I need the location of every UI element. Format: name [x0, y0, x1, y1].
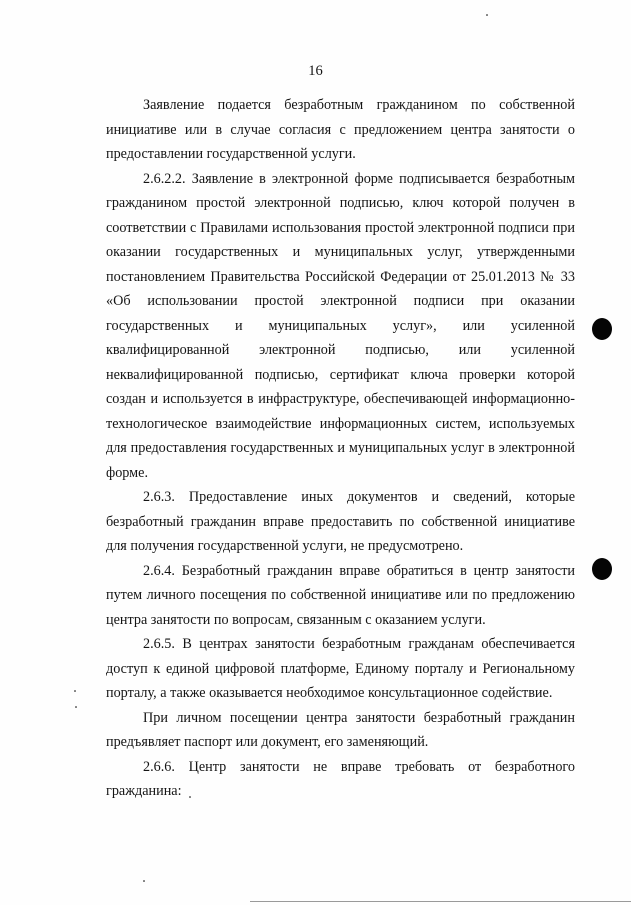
- punch-hole-mark-upper: [592, 318, 612, 340]
- scan-speck: [74, 690, 76, 692]
- paragraph-2-6-4: 2.6.4. Безработный гражданин вправе обратиться в центр занятости путем личного посещения по собственной инициативе или по предложению центра занятости по вопросам, связанным с оказанием услуги.: [106, 562, 575, 628]
- paragraph-application-submission: Заявление подается безработным гражданином по собственной инициативе или в случае согласия с предложением центра занятости о предоставлении государственной услуги.: [106, 97, 575, 162]
- paragraph-personal-visit: При личном посещении центра занятости безработный гражданин предъявляет паспорт или документ, его заменяющий.: [106, 709, 575, 750]
- scan-edge-line: [250, 901, 631, 902]
- scan-speck: [143, 880, 145, 882]
- scan-speck: [189, 796, 191, 798]
- page-number: 16: [308, 63, 323, 79]
- paragraph-2-6-2-2: 2.6.2.2. Заявление в электронной форме подписывается безработным гражданином простой электронной подписью, ключ которой получен в соответствии с Правилами использования простой электронной подписи при оказании государственных и муниципальных услуг, утвержденными постановлением Правительства Российской Федерации от 25.01.2013 № 33 «Об использовании простой электронной подписи при оказании государственных и муниципальных услуг», или усиленной квалифицированной электронной подписью, или усиленной неквалифицированной подписью, сертификат ключа проверки которой создан и используется в инфраструктуре, обеспечивающей информационно-технологическое взаимодействие информационных систем, используемых для предоставления государственных и муниципальных услуг в электронной форме.: [106, 170, 575, 481]
- paragraph-2-6-3: 2.6.3. Предоставление иных документов и сведений, которые безработный гражданин вправе предоставить по собственной инициативе для получения государственной услуги, не предусмотрено.: [106, 489, 575, 554]
- paragraph-2-6-6: 2.6.6. Центр занятости не вправе требовать от безработного гражданина:: [106, 758, 575, 799]
- paragraph-2-6-5: 2.6.5. В центрах занятости безработным гражданам обеспечивается доступ к единой цифровой платформе, Единому порталу и Региональному порталу, а также оказывается необходимое консультационное содействие.: [106, 636, 575, 701]
- document-body: [106, 93, 575, 804]
- scan-speck: [75, 706, 77, 708]
- scan-speck: [486, 14, 488, 16]
- punch-hole-mark-lower: [592, 558, 612, 580]
